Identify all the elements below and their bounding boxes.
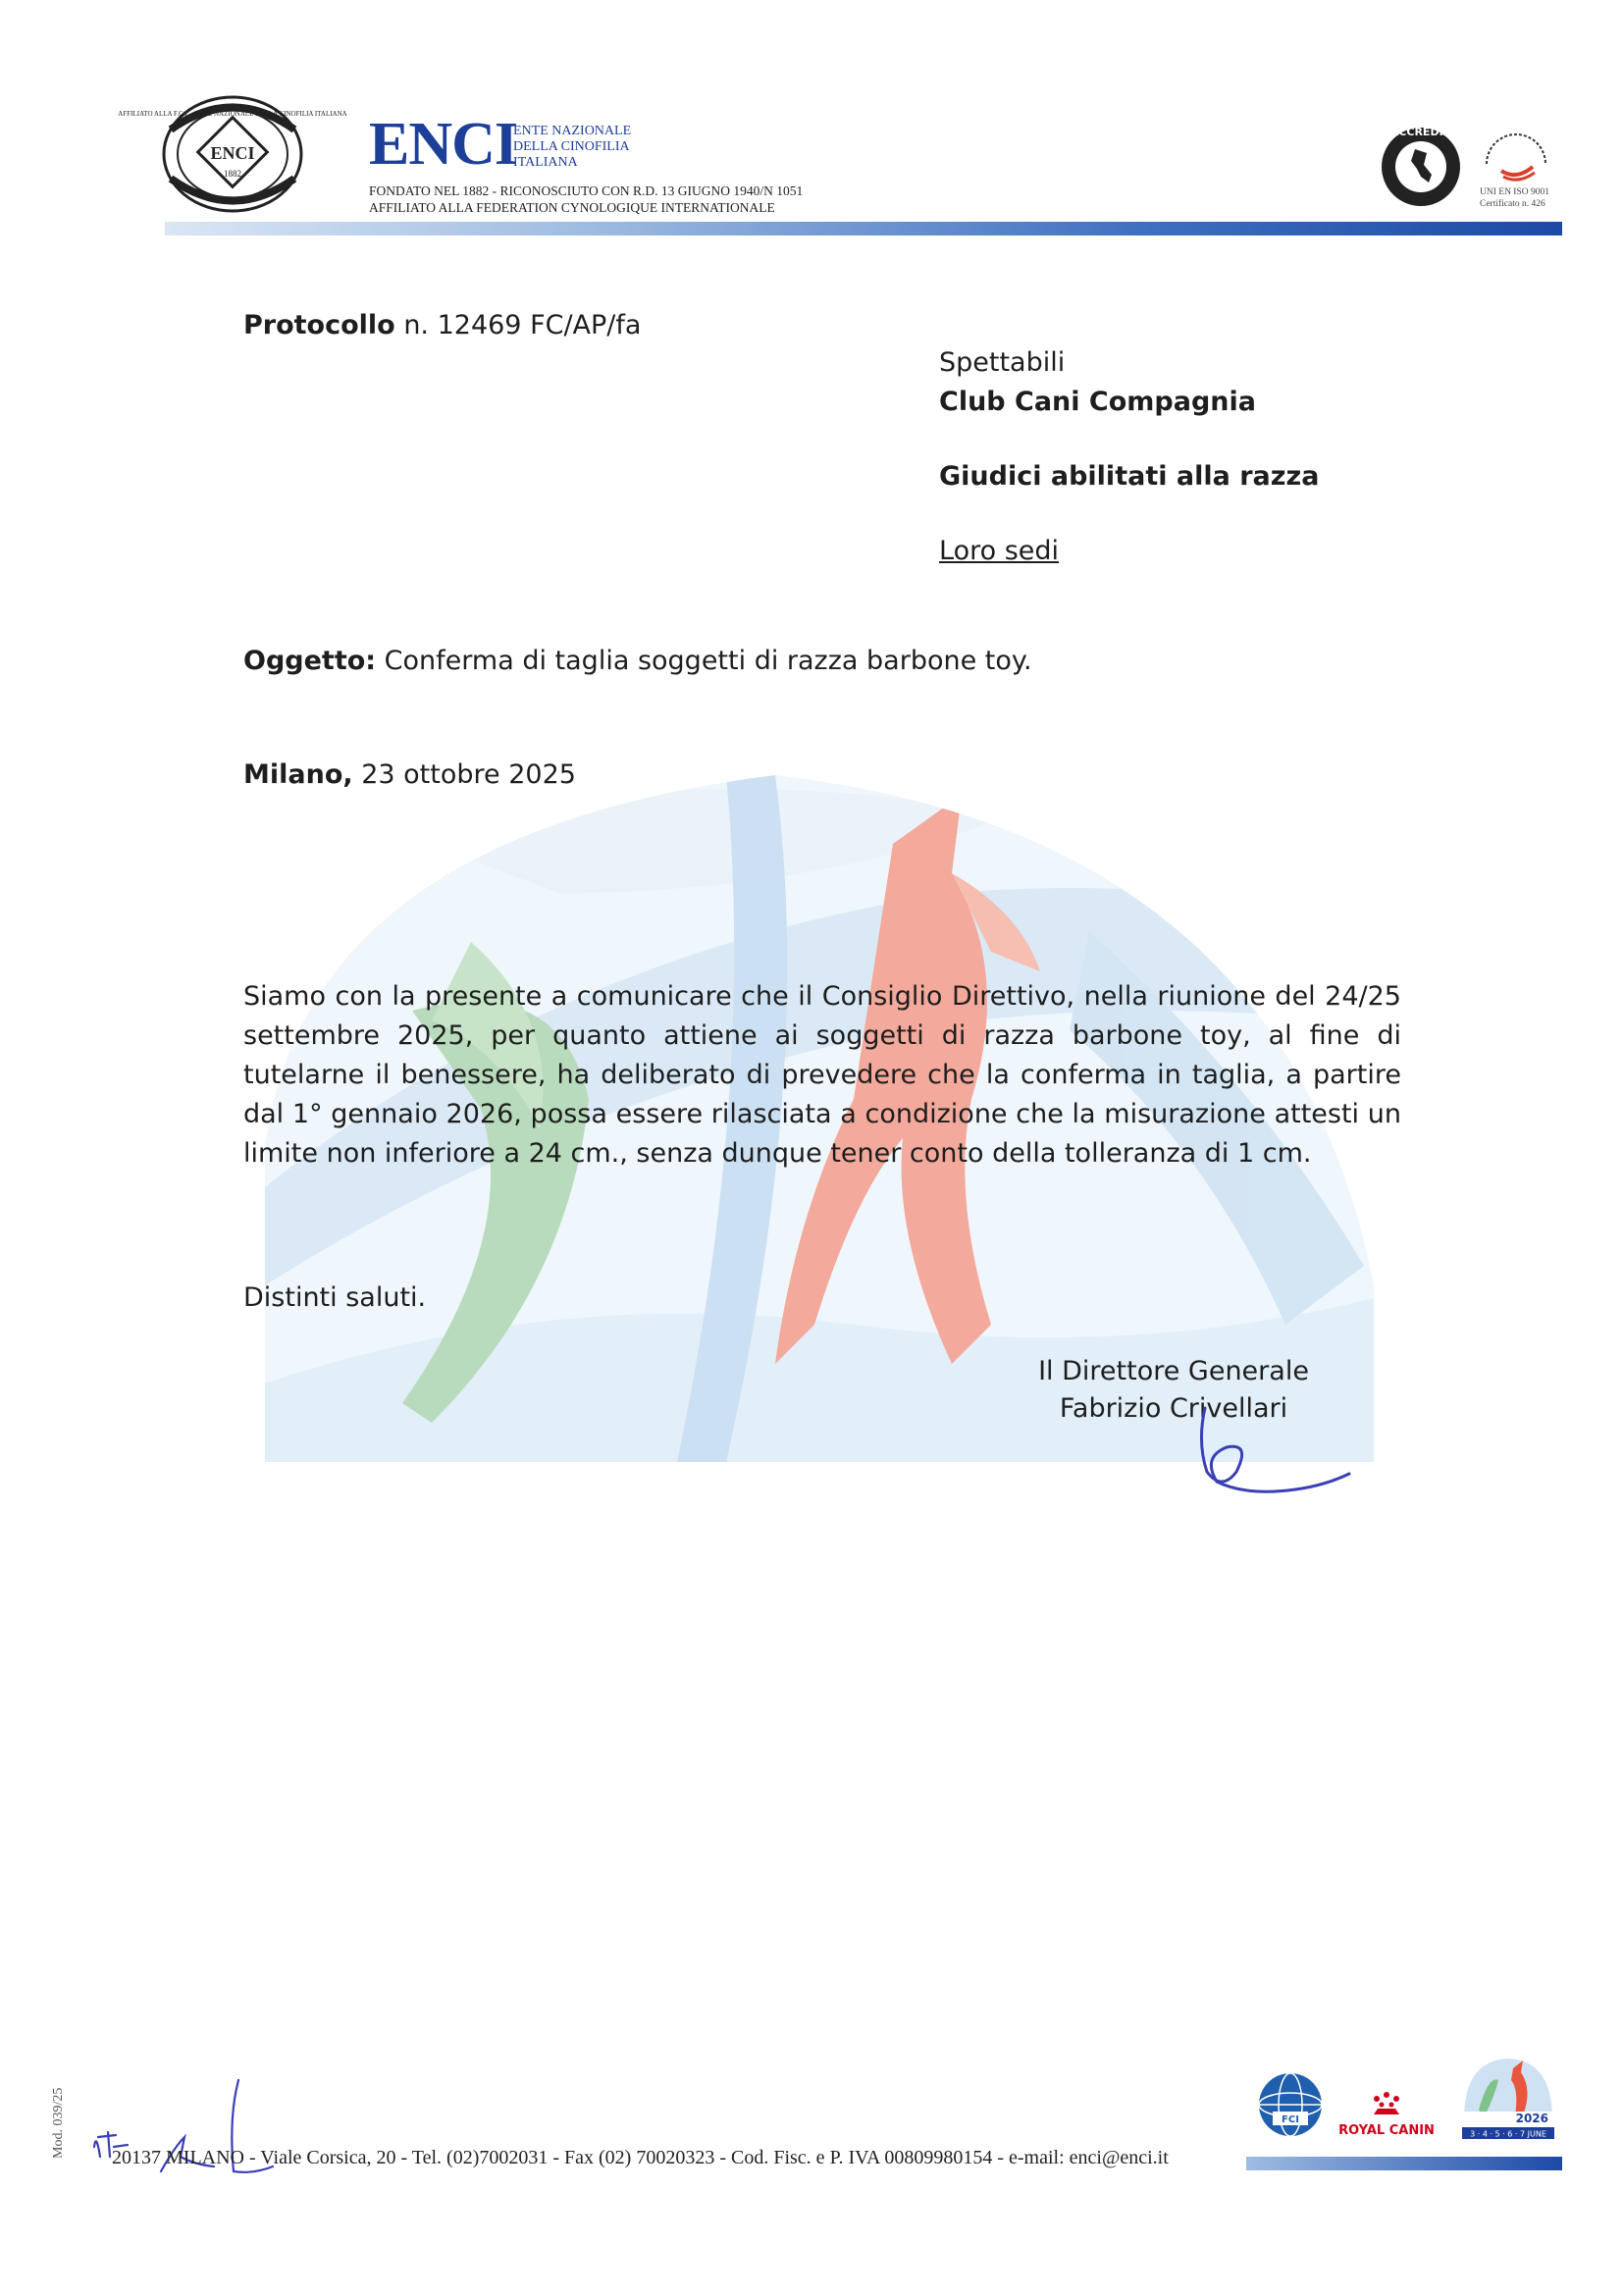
org-name-line: ITALIANA (513, 155, 578, 170)
date: 23 ottobre 2025 (352, 759, 576, 790)
iso-line: UNI EN ISO 9001 (1480, 187, 1549, 197)
subject-label: Oggetto: (243, 646, 377, 676)
seal-year: 1882 (224, 169, 241, 179)
seal-ring-text: AFFILIATO ALLA F.C.I. · ENTE NAZIONALE DELLA CINOFILIA ITALIANA (118, 110, 347, 118)
fci-logo (1256, 2070, 1325, 2139)
signer-name: Fabrizio Crivellari (1059, 1393, 1288, 1424)
header-divider (165, 222, 1562, 235)
footer-divider (1246, 2157, 1562, 2170)
royal-canin-logo (1333, 2085, 1440, 2144)
world-dog-show-logo (1454, 2051, 1562, 2149)
org-name-line: ENTE NAZIONALE (513, 124, 632, 138)
protocol-label: Protocollo (243, 310, 395, 340)
recipient-block (939, 343, 1319, 571)
letter-body-paragraph: Siamo con la presente a comunicare che il Consiglio Direttivo, nella riunione del 24/25 settembre 2025, per quanto attiene ai soggetti di razza barbone toy, al fine di tutelarne il benessere, ha deliberato di prevedere che la conferma in taglia, a partire dal 1° gennaio 2026, possa essere rilasciata a condizione che la misurazione attesti un limite non inferiore a 24 cm., senza dunque tener conto della tolleranza di 1 cm. (243, 981, 1401, 1169)
wds-year: 2026 (1515, 2112, 1548, 2125)
place: Milano, (243, 759, 353, 790)
seal-monogram: ENCI (210, 143, 255, 163)
accredia-logo (1378, 118, 1464, 216)
org-founding-info (369, 183, 803, 216)
footer-address: 20137 MILANO - Viale Corsica, 20 - Tel. (02)7002031 - Fax (02) 70020323 - Cod. Fisc. e P. IVA 00809980154 - e-mail: enci@enci.it (112, 2147, 1169, 2168)
subject-value: Conferma di taglia soggetti di razza barbone toy. (376, 646, 1032, 676)
subject-line (243, 642, 1032, 681)
place-date (243, 756, 576, 795)
form-code: Mod. 039/25 (51, 2087, 66, 2159)
cert-number-line: Certificato n. 426 (1480, 199, 1545, 209)
org-name-line: DELLA CINOFILIA (513, 139, 630, 154)
affiliation-line: AFFILIATO ALLA FEDERATION CYNOLOGIQUE INTERNATIONALE (369, 200, 775, 215)
recipient-loro-sedi: Loro sedi (939, 536, 1060, 566)
accredia-text: ACCREDIA (1389, 126, 1452, 138)
salutation: Spettabili (939, 347, 1066, 378)
enci-wordmark: ENCI (369, 111, 518, 178)
handwritten-signature (1178, 1403, 1354, 1501)
recipient-judges: Giudici abilitati alla razza (939, 461, 1320, 492)
initials-signature (86, 2078, 381, 2186)
org-full-name (513, 124, 631, 171)
iso-certification (1480, 186, 1549, 210)
enci-seal-logo (118, 90, 347, 218)
protocol-number (243, 306, 641, 345)
signer-title: Il Direttore Generale (1038, 1356, 1309, 1386)
royal-canin-text: ROYAL CANIN (1338, 2123, 1435, 2138)
wds-dates: 3 · 4 · 5 · 6 · 7 JUNE (1470, 2129, 1546, 2139)
protocol-value: n. 12469 FC/AP/fa (394, 310, 642, 340)
recipient-club: Club Cani Compagnia (939, 387, 1256, 417)
founded-line: FONDATO NEL 1882 - RICONOSCIUTO CON R.D. 13 GIUGNO 1940/N 1051 (369, 183, 804, 198)
fci-text: FCI (1282, 2114, 1299, 2125)
closing-salutation: Distinti saluti. (243, 1282, 427, 1313)
